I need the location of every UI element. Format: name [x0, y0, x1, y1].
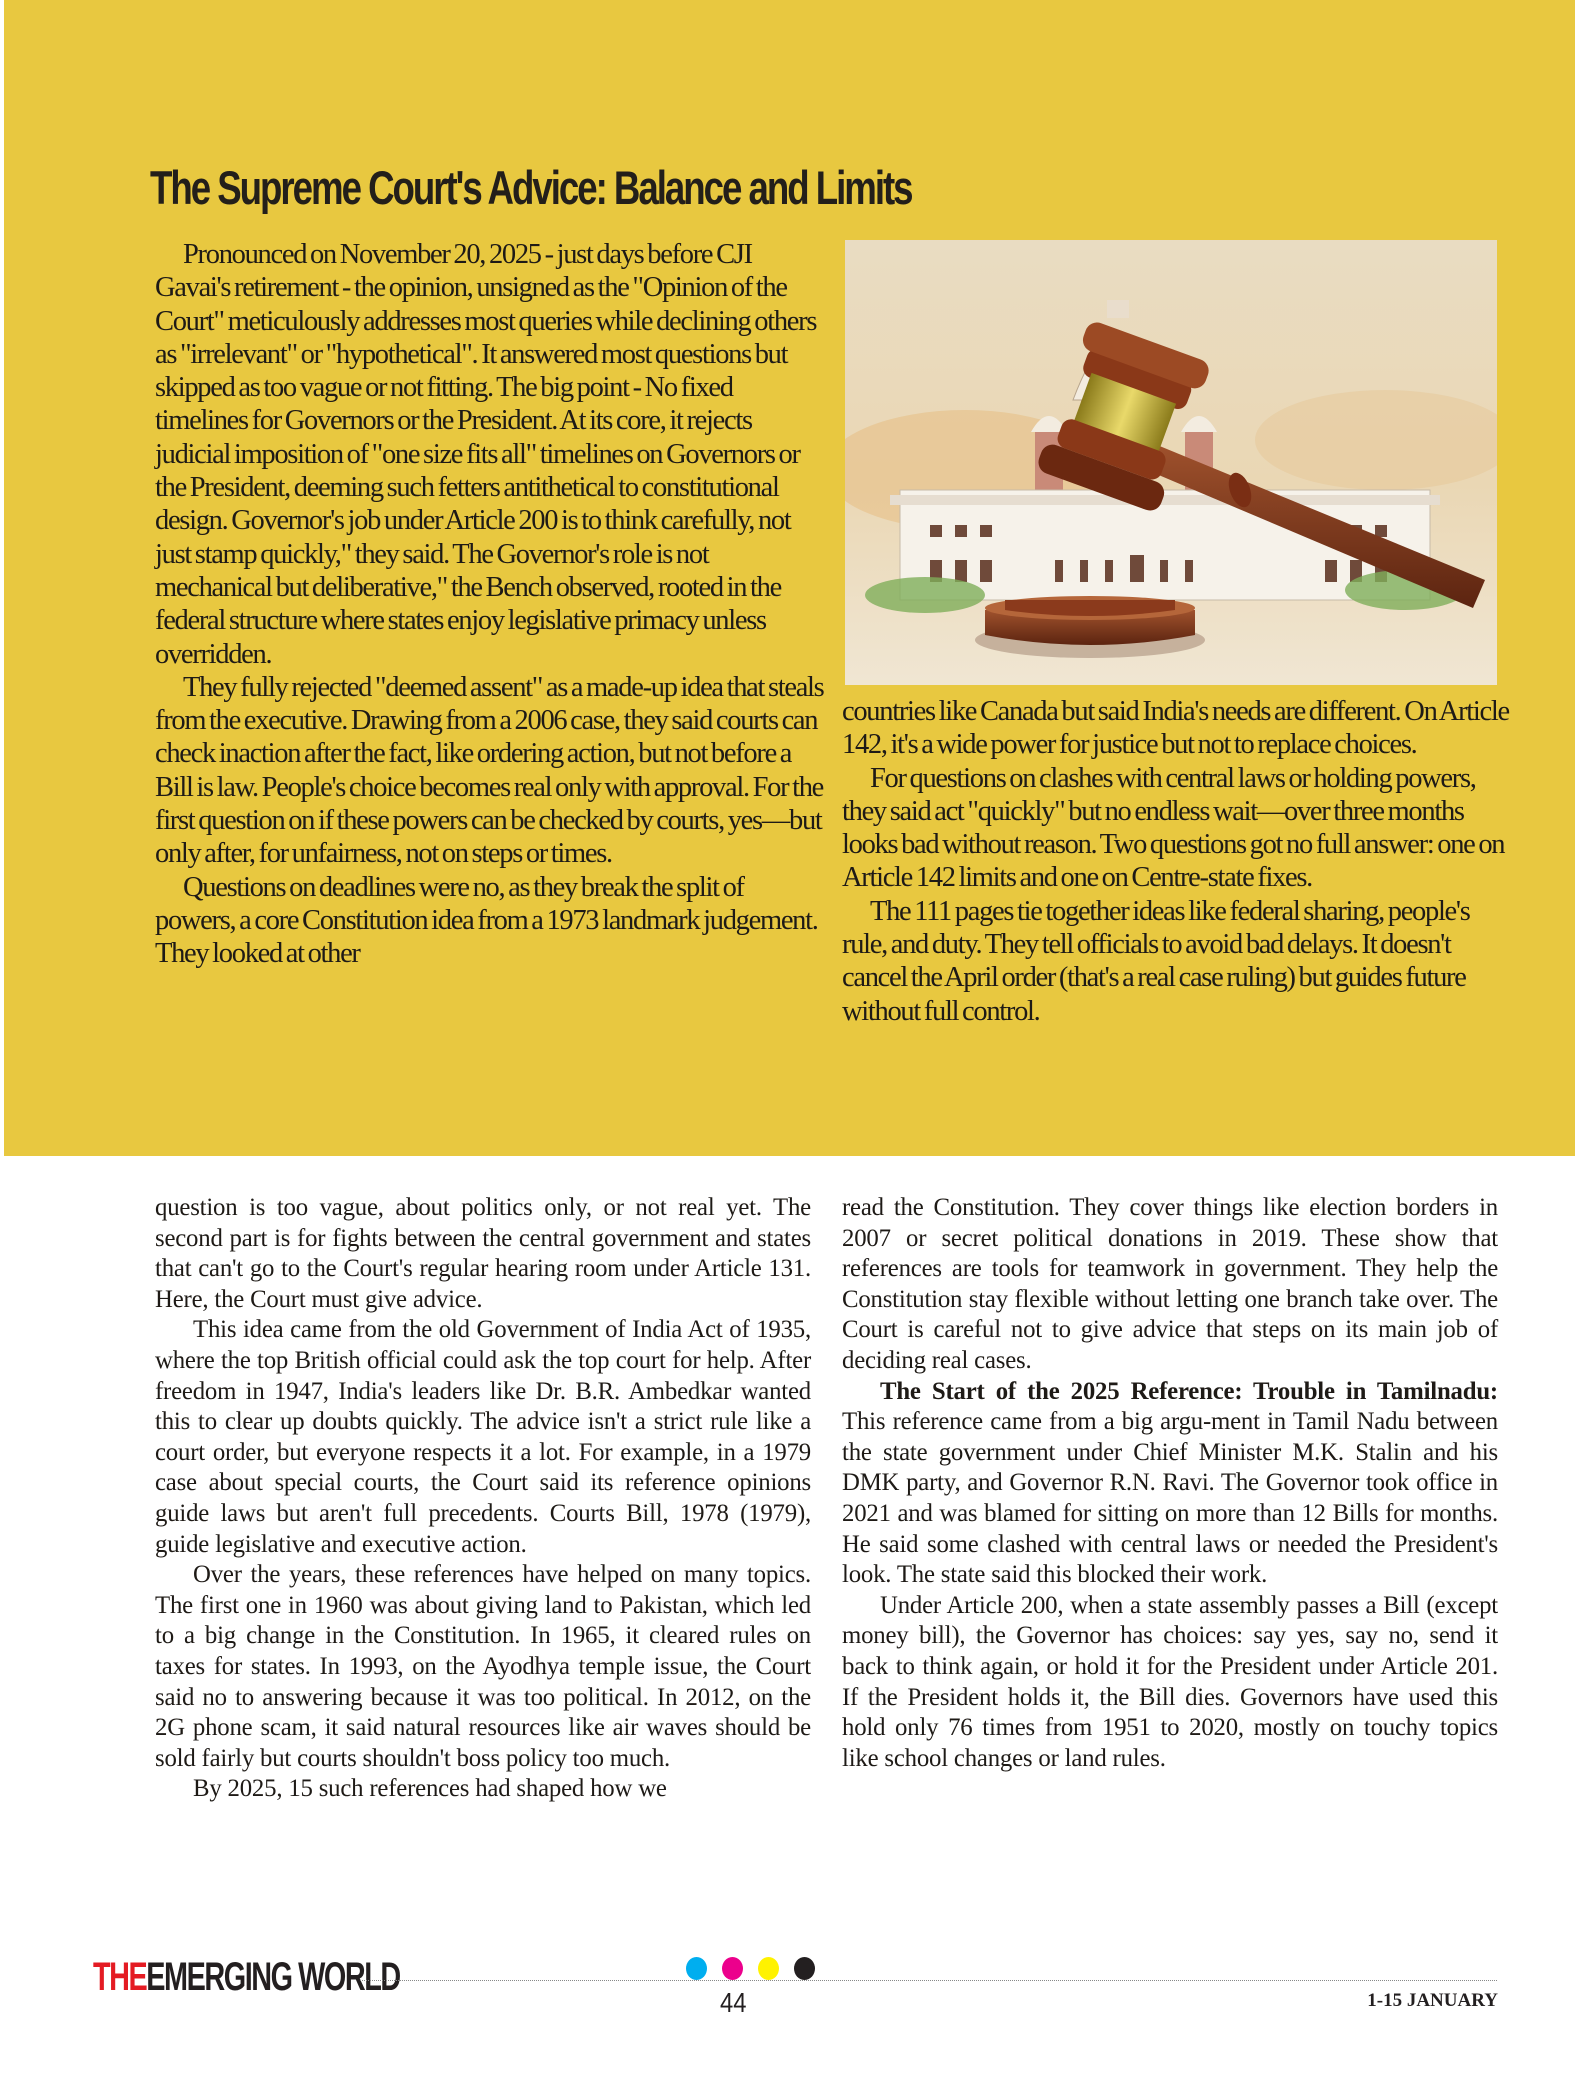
registration-marks [686, 1957, 815, 1980]
paragraph: Pronounced on November 20, 2025 - just days before CJI Gavai's retirement - the opinion, unsigned as the "Opinion of the Court" meticulously addresses most queries while declining others as "irrelevant" or "hypothetical". It answered most questions but skipped as too vague or not fitting. The big point - No fixed timelines for Governors or the President. At its core, it rejects judicial imposition of "one size fits all" timelines on Governors or the President, deeming such fetters antithetical to constitutional design. Governor's job under Article 200 is to think carefully, not just stamp quickly," they said. The Governor's role is not mechanical but deliberative," the Bench observed, rooted in the federal structure where states enjoy legislative primacy unless overridden. [155, 239, 817, 670]
highlight-column-left [155, 238, 825, 971]
cyan-dot-icon [686, 1957, 707, 1980]
paragraph: Questions on deadlines were no, as they break the split of powers, a core Constitution idea from a 1973 landmark judgement. They looked at other [155, 871, 818, 970]
supreme-court-gavel-illustration [845, 240, 1497, 685]
issue-date: 1-15 JANUARY [1367, 1990, 1498, 2011]
body-column-left [155, 1193, 811, 1805]
subheading: The Start of the 2025 Reference: Trouble in Tamilnadu: [880, 1377, 1498, 1405]
paragraph: This idea came from the old Government of India Act of 1935, where the top British official could ask the top court for help. After freedom in 1947, India's leaders like Dr. B.R. Ambedkar wanted this to clear up doubts quickly. The advice isn't a strict rule like a court order, but everyone respects it a lot. For example, in a 1979 case about special courts, the Court said its reference opinions guide laws but aren't full precedents. Courts Bill, 1978 (1979), guide legislative and executive action. [155, 1316, 811, 1558]
section-heading: The Supreme Court's Advice: Balance and Limits [150, 161, 912, 214]
page-number: 44 [720, 1987, 747, 2018]
body-column-right [842, 1193, 1498, 1774]
paragraph: The 111 pages tie together ideas like federal sharing, people's rule, and duty. They tell officials to avoid bad delays. It doesn't cancel the April order (that's a real case ruling) but guides future without full control. [842, 895, 1470, 1027]
magazine-logo [93, 1955, 400, 2000]
paragraph: By 2025, 15 such references had shaped how we [193, 1775, 667, 1803]
paragraph: Under Article 200, when a state assembly passes a Bill (except money bill), the Governor has choices: say yes, say no, send it back to think again, or hold it for the President under Article 201. If the President holds it, the Bill dies. Governors have used this hold only 76 times from 1951 to 2020, mostly on touchy topics like school changes or land rules. [842, 1591, 1498, 1772]
subheading-paragraph [842, 1377, 1498, 1591]
magenta-dot-icon [722, 1957, 743, 1980]
highlight-column-right [842, 695, 1510, 1028]
paragraph: read the Constitution. They cover things like election borders in 2007 or secret political donations in 2019. These show that references are tools for teamwork in government. They help the Constitution stay flexible without letting one branch take over. The Court is careful not to give advice that steps on its main job of deciding real cases. [842, 1194, 1498, 1374]
black-dot-icon [794, 1957, 815, 1980]
logo-the: THE [93, 1955, 147, 1999]
paragraph: question is too vague, about politics only, or not real yet. The second part is for fights between the central government and states that can't go to the Court's regular hearing room under Article 131. Here, the Court must give advice. [155, 1194, 811, 1313]
footer-divider [360, 1980, 1497, 1981]
logo-name: EMERGING WORLD [146, 1955, 400, 1999]
yellow-dot-icon [758, 1957, 779, 1980]
subheading-text: This reference came from a big argu-ment in Tamil Nadu between the state government under Chief Minister M.K. Stalin and his DMK party, and Governor R.N. Ravi. The Governor took office in 2021 and was blamed for sitting on more than 12 Bills for months. He said some clashed with central laws or needed the President's look. The state said this blocked their work. [842, 1408, 1498, 1589]
paragraph: Over the years, these references have helped on many topics. The first one in 1960 was about giving land to Pakistan, which led to a big change in the Constitution. In 1965, it cleared rules on taxes for states. In 1993, on the Ayodhya temple issue, the Court said no to answering because it was too political. In 2012, on the 2G phone scam, it said natural resources like air waves should be sold fairly but courts shouldn't boss policy too much. [155, 1561, 811, 1772]
paragraph: countries like Canada but said India's needs are different. On Article 142, it's a wide power for justice but not to replace choices. [842, 696, 1509, 761]
paragraph: For questions on clashes with central laws or holding powers, they said act "quickly" but no endless wait—over three months looks bad without reason. Two questions got no full answer: one on Article 142 limits and one on Centre-state fixes. [842, 762, 1505, 894]
paragraph: They fully rejected "deemed assent" as a made-up idea that steals from the executive. Drawing from a 2006 case, they said courts can check inaction after the fact, like ordering action, but not before a Bill is law. People's choice becomes real only with approval. For the first question on if these powers can be checked by courts, yes—but only after, for unfairness, not on steps or times. [155, 671, 824, 870]
